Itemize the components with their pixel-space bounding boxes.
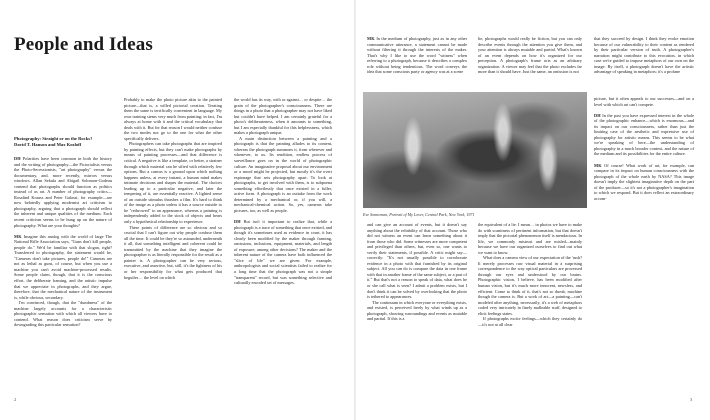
subtitle-line: Photography: Straight or on the Rocks?: [14, 136, 93, 141]
paragraph-text: But isn't it important to realize that, while a photograph is a trace of something that once existed, and though it's sometimes used as evidence in court, it has clearly been modified by the maker through framing, omissions, inclusions, equipment, materials, and length of exposure, among other decisions? The maker and the inherent nature of the camera have both influenced the "slice of life" we are given. For example, anthropologists and social scientists failed to realize for a long time that the photograph was not a simple "transparent" record, but was something selective and culturally encoded set of messages.: [234, 219, 332, 286]
paragraph: [478, 316, 582, 327]
page-number-left: 2: [14, 397, 17, 402]
paragraph: [367, 300, 467, 322]
subtitle-line: David T. Hanson and Max Kozloff: [14, 141, 82, 147]
page-number-right: 3: [690, 397, 693, 402]
paragraph: [594, 113, 694, 157]
paragraph: [14, 156, 112, 228]
paragraph-text: A main distinction between a painting and a photograph is that the painting alludes to its content, whereas the photograph summons it, from wherever and whenever, to us. Its rendition, endless process of surveillance goes on in the world of photographic culture. An imaginative proposal about our environment or a mood might be projected, but mostly it's the overt espionage that sets photography apart. To look at photographs, to get involved with them, is to subpoena something effortlessly that once existed in a fuller, active form. A photograph is an outtake from the work determined by a mechanical or, if you will, a mechanical-chemical action. So, yes, cameras take pictures, too, as well as people.: [234, 135, 332, 213]
paragraph-text: In the medium of photography, just as in any other communicative utterance, a statement cannot be made without filtering it through the interests of the maker. That's why I like to use the word "witness" when referring to a photograph, because it describes a complex role without being tendentious. The word conveys the idea that some conscious party or agency was at a scene: [367, 36, 467, 75]
right-column-1-top: [367, 36, 467, 88]
paragraph: [478, 255, 582, 316]
paragraph-text: If photographs excite feelings—which they certainly do—it's not at all clear: [478, 316, 582, 327]
left-column-1: [14, 156, 112, 396]
paragraph-text: I'm convinced, though, that the "dumbness" of the machine largely accounts for a characteristic photographic sensation with which all viewers have to contend. What reason does criticism serve by downgrading this particular sensation?: [14, 300, 112, 328]
right-column-3-top: [594, 36, 694, 88]
paragraph-text: that they succeed by design. I think they evoke emotion because of our vulnerability to their content as rendered by their particular version of truth. A photographer's narration might contribute to this evocation, in which case we're guided to impose metaphors of our own on the image. By itself, a photograph doesn't have the artistic advantage of speaking in metaphors; it's a profane: [594, 36, 694, 75]
paragraph-text: and can give an account of events, but it doesn't say anything about the reliability of that account. Those who did not witness an event can learn something about it from those who did. Some witnesses are more competent and privileged than others, but, even so, one wants to verify their statements, if possible. A critic might say—correctly: "It's not usually possible to corroborate evidence in a photo with that furnished by its original subject. All you can do is compare the data in one frame with that in another frame of the same subject, or a part of it." But that's not a reason to speak of data, what does he or she call what is seen? I admit a problem exists, but I don't think it can be solved by overlooking that the photo is tethered to appearances.: [367, 222, 467, 300]
speaker-initials: MK: [14, 233, 22, 239]
right-column-2-top: [478, 36, 582, 88]
paragraph: [594, 96, 694, 107]
speaker-initials: DH: [14, 156, 21, 161]
paragraph: [124, 141, 222, 224]
paragraph-text: lie, photographs would really be fiction, but you can only describe events through the attention you give them, and your attention is always mutable and partial. What's known of an event depends on how it's organized for our perception. A photograph's frame acts as an arbitrary organization. A viewer may feel that the photo excludes far more than it should have. Just the same, an omission is not: [478, 36, 582, 75]
paragraph-text: Probably to make the photo picture akin to the painted picture—that is, a willed pictorial creation. Treating them the same is terrifically convenient in language. My own training stems very much from painting; in fact, I'm always at home with it and the critical vocabulary that deals with it. But for that reason I would neither confuse the two modes nor go to the one for what the other specifically delivers.: [124, 97, 222, 141]
paragraph-text: Of course! What work of art, for example, can compare in its impact on human consciousness with the photograph of the whole earth by NASA? This image doesn't imply the slightest imaginative depth on the part of the producer—so it's not a photographer's imagination to which we respond. But it does reflect an extraordinary accom-: [594, 162, 694, 201]
right-column-2-bottom: [478, 222, 582, 396]
photograph-portrait: [363, 92, 587, 208]
speaker-initials: MK: [594, 162, 602, 168]
paragraph-text: In the past you have expressed interest in the whole of the photographic enhance—which is enormous—and its impact on our consciousness, rather than just the limiting case of the aesthetic and expressive use of photography for artistic means. This seems to be what we're speaking of here—the understanding of photography in a much broader context, and the nature of the medium and its possibilities for the entire culture.: [594, 112, 694, 157]
paragraph-text: Photographers can take photographs that are inspired by painting effects, but they can't make photographs by means of painting processes—and that difference is critical. A negative is like a template, or better, a strainer through which material can be sifted with relatively few options. But a canvas is a ground upon which nothing happens unless, at every instant, a human mind makes intimate decisions and shapes the material. The choices leading up to a particular negative, and later the tempering of it, are essentially reactive. A lighted sense of an outside stimulus thrashes a film. It's hard to think of the image as a photo unless it has a source outside to be "rethrowed" to an appearance, whereas a painting is independently added to the stock of objects and bears only a hypothetical relationship to experience.: [124, 141, 222, 225]
speaker-initials: DH: [234, 219, 241, 225]
paragraph: [124, 225, 222, 280]
right-column-3-bottom: [594, 96, 694, 396]
paragraph: [478, 36, 582, 75]
paragraph: [367, 36, 467, 75]
paragraph: [478, 222, 582, 255]
paragraph-text: The continuum in which everyone or everything exists, and existed, is perceived freely by what winds up as a photograph, showing surroundings and events as mutable and partial. If this is a: [367, 299, 467, 322]
paragraph: [594, 36, 694, 75]
left-column-2: [124, 97, 222, 395]
article-subtitle: [14, 136, 114, 147]
paragraph-text: the equivalent of a lie. I mean… in photos we have to make do with scantiness of pertinent information, but that doesn't imply that the pictorial phenomenon itself is mendacious. In life, we commonly mistrust and are misled—mainly because we have our organized ourselves to find out what we want to know.: [478, 222, 582, 255]
speaker-initials: MK: [367, 36, 375, 41]
page-title: People and Ideas: [14, 34, 153, 55]
paragraph-text: These points of difference are so obvious and so crucial that I can't figure out why people confuse them all the time. It could be they're so astounded, underneath it all, that something intelligent and coherent could be transmitted by the machine that they imagine the photographer is as literally responsible for the result as a painter is. A photographer can be very serious, executive, and assertive, but, still, it's the lightness of his or her responsibility for what gets produced that beguiles… the level on which: [124, 224, 222, 280]
paragraph: [234, 219, 332, 286]
paragraph: [14, 300, 112, 328]
paragraph: [234, 97, 332, 136]
paragraph: [234, 136, 332, 214]
speaker-initials: DH: [594, 112, 601, 118]
photo-caption: Eve Sonneman, Portrait of My Lover, Central Park, New York, 1971: [363, 212, 475, 217]
page-gutter: [354, 0, 356, 420]
paragraph-text: What does a camera view of our expectation of the 'rush? It merely processes raw visual material in a surprising correspondence to the way optical particulars are processed through our eyes and understood by our brains. Photographic vision, I believe, has been modified after human vision, but it's much more innocent, newsless, and efficient. Come to think of it, that's not so dumb, machine though the camera is. But a work of art—a painting—can't modeled after anything, necessarily, it's a web of metaphors coded very intricately in finely malleable stuff, designed to elicit feelings states.: [478, 255, 582, 316]
paragraph: [367, 222, 467, 300]
paragraph: [124, 97, 222, 141]
paragraph: [594, 163, 694, 202]
paragraph-text: the world has its way, with or against… or despite… the grain of the photographer's consciousness. There are things in a photo that a photographer may not have liked but couldn't have helped. I am certainly grateful for a photo's deliberateness, when it amounts to something, but I am especially thankful for this helplessness, which makes a photograph unique.: [234, 97, 332, 136]
paragraph-text: picture, but it often appeals to our successes—and on a level with which art can't compete.: [594, 96, 694, 107]
right-column-1-bottom: [367, 222, 467, 396]
paragraph-text: Polarities have been common in both the history and the writing of photography—the Pictorialists versus the Photo-Secessionists, "art photography" versus the documentary, and, more recently, mirrors versus windows. Allan Sekula and Abigail Solomon-Godeau contend that photographs should function as politics instead of as art. A number of photography critics—Rosalind Krauss and Peter Galassi, for example—are now belatedly applying modernist art criticism to photography, arguing that a photograph should reflect the inherent and unique qualities of the medium. Each recent criticism seems to be hung up on the nature of photography. What are your thoughts?: [14, 156, 112, 228]
paragraph: [14, 234, 112, 301]
paragraph-text: Imagine this analog with the world of large The National Rifle Association says, "Guns don't kill people, people do." We'd be familiar with that slogan, right? Transferred to photography, the statement would be, "Cameras don't take pictures, people do!" Cameras are not as lethal as guns, of course, but when you use a machine you can't avoid machine-processed results. Some people claim, though, that it is the conscious effort, the deliberate framing, and the artistic impulse that we appreciate in photographs, and they argue, therefore, that the mechanical nature of the instrument is, while obvious, secondary.: [14, 233, 112, 300]
left-column-3: [234, 97, 332, 395]
